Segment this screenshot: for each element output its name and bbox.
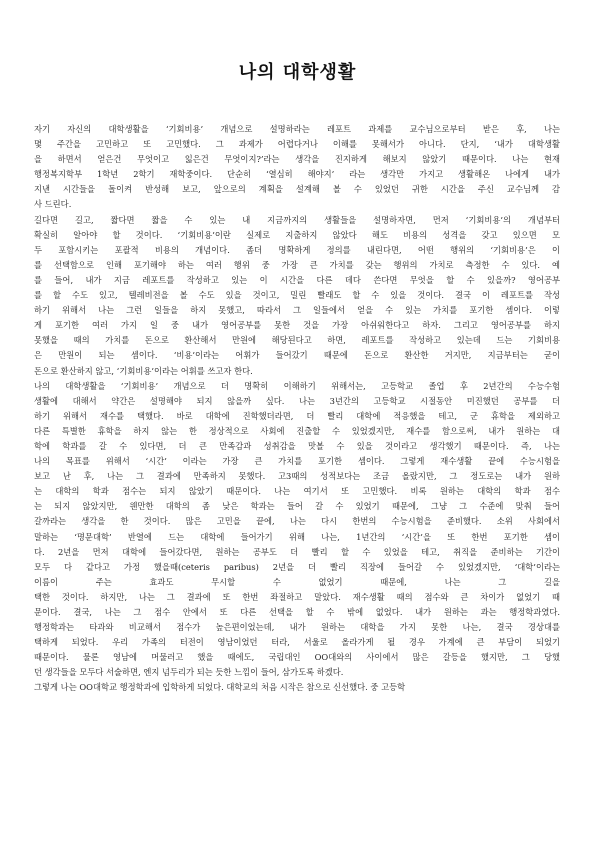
text-line: 행정학과는 타과와 비교해서 점수가 높은편이었는데, 내가 원하는 대학을 가지 못한 나는, 결국 경상대를 xyxy=(34,622,560,633)
text-line: 이름이 주는 효과도 무시할 수 없었기 때문에, 나는 그 길을 xyxy=(34,576,560,587)
text-line: 못했을 때의 가치를 돈으로 환산해서 만원에 해당된다고 하면, 레포트를 작성하고 있는데 드는 기회비용 xyxy=(34,335,560,346)
text-line: 지낸 시간들을 돌이켜 반성해 보고, 앞으로의 계획을 설계해 볼 수 있었던 귀한 시간을 주신 교수님께 감 xyxy=(34,184,560,195)
text-line: 를 들어, 내가 지금 레포트를 작성하고 있는 이 시간을 다른 데다 쓴다면 무엇을 할 수 있을까? 영어공부 xyxy=(34,274,560,285)
text-line: 택한 것이다. 하지만, 나는 그 결과에 또 한번 좌절하고 말았다. 재수생활 때의 점수와 큰 차이가 없었기 때 xyxy=(34,591,560,602)
text-line: 게 포기한 여러 가지 일 중 내가 영어공부를 못한 것을 가장 아쉬워한다고 하자. 그리고 영어공부를 하지 xyxy=(34,320,560,331)
text-line: 던 생각들을 모두다 서술하면, 엔지 넘두리가 되는 듯한 느낌이 들어, 삼가도록 하겠다. xyxy=(34,667,344,678)
text-line: 학에 학과를 갈 수 있다면, 더 큰 만족감과 성취감을 맛볼 수 있을 것이라고 생각했기 때문이다. 즉, 나는 xyxy=(34,440,560,451)
text-line: 를 선택함으로 인해 포기해야 하는 여러 행위 중 가장 큰 가치를 갖는 행위의 가치로 측정한 수 있다. 예 xyxy=(34,259,560,270)
text-line: 다. 2년을 먼저 대학에 들어갔다면, 원하는 공부도 더 빨리 할 수 있었을 테고, 취직을 준비하는 기간이 xyxy=(34,546,560,557)
text-line: 돈으로 환산하지 않고, ‘기회비용’이라는 어휘를 쓰고자 한다. xyxy=(34,365,253,376)
document-title: 나의 대학생활 xyxy=(238,62,357,83)
text-line: 모두 다 같다고 가정 했을때(ceteris paribus) 2년을 더 빨리 직장에 들어갈 수 있었겠지만, ‘대학’이라는 xyxy=(34,561,560,572)
text-line: 때문이다. 물론 영남에 머물러고 했을 때에도, 국립대인 OO대와의 사이에서 많은 갈등을 했지만, 그 당했 xyxy=(34,652,560,663)
text-line: 나의 목표를 위해서 ‘시간’ 이라는 가장 큰 가치를 포기한 셈이다. 그렇게 재수생활 끝에 수능시험을 xyxy=(34,456,560,467)
text-line: 확실히 알아야 할 것이다. ‘기회비용’이란 실제로 지출하지 않았다 해도 비용의 성격을 갖고 있으면 모 xyxy=(34,229,560,240)
text-line: 자기 자신의 대학생활을 ‘기회비용’ 개념으로 설명하라는 레포트 과제를 교수님으로부터 받은 후, 나는 xyxy=(34,124,560,134)
paragraph xyxy=(34,680,560,695)
text-line: 을 하면서 얻은건 무엇이고 잃은건 무엇이지?’라는 생각을 진지하게 해보지 않았기 때문이다. 나는 현재 xyxy=(34,154,560,165)
text-line: 생활에 대해서 약간은 설명해야 되지 않을까 싶다. 나는 3년간의 고등학교 시절동안 미진했던 공부를 더 xyxy=(34,395,560,406)
text-line: 하기 위해서 재수를 택했다. 바로 대학에 진학했더라면, 더 빨리 대학에 적응했을 테고, 군 휴학을 제외하고 xyxy=(34,410,560,421)
text-line: 사 드린다. xyxy=(34,199,72,210)
text-line: 는 대학의 학과 점수는 되지 않았기 때문이다. 나는 여기서 또 고민했다. 비록 원하는 대학의 학과 점수 xyxy=(34,486,560,497)
text-line: 다른 특별한 휴학을 하지 않는 한 정상적으로 사회에 진출할 수 있었겠지만, 재수를 함으로써, 내가 원하는 대 xyxy=(34,425,560,436)
document-body xyxy=(34,122,560,696)
text-line: 길다면 길고, 짧다면 짧을 수 있는 내 지금까지의 생활들을 설명하자면, 먼저 ‘기회비용’의 개념부터 xyxy=(34,214,560,225)
text-line: 두 포함시키는 포괄적 비용의 개념이다. 좀더 명확하게 정의를 내린다면, 어떤 행위의 ‘기회비용’은 이 xyxy=(34,244,560,255)
paragraph xyxy=(34,122,560,213)
text-line: 나의 대학생활을 ‘기회비용’ 개념으로 더 명확히 이해하기 위해서는, 고등학교 졸업 후 2년간의 수능수험 xyxy=(34,380,560,391)
text-line: 문이다. 결국, 나는 그 점수 안에서 또 다른 선택을 할 수 밖에 없었다. 내가 원하는 과는 행정학과였다. xyxy=(34,607,560,617)
text-line: 은 만원이 되는 셈이다. ‘비용’이라는 어휘가 들어갔기 때문에 돈으로 환산한 거지만, 지금부터는 굳이 xyxy=(34,350,560,361)
text-line: 말하는 ‘명문대학’ 반열에 드는 대학에 들어가기 위해 나는, 1년간의 ‘시간’을 또 한번 포기한 셈이 xyxy=(34,531,560,542)
text-line: 몇 주간을 고민하고 또 고민했다. 그 과제가 어렵다거나 이해를 못해서가 아니다. 단지, ‘내가 대학생활 xyxy=(34,139,560,150)
text-line: 택하게 되었다. 우리 가족의 터전이 영남이었던 터라, 서울로 올라가게 될 경우 가계에 큰 부담이 되었기 xyxy=(34,637,560,648)
paragraph xyxy=(34,213,560,379)
paragraph xyxy=(34,379,560,681)
text-line: 하기 위해서 나는 그런 일들을 하지 못했고, 따라서 그 일들에서 얻을 수 있는 가치를 포기한 셈이다. 이렇 xyxy=(34,305,560,316)
text-line: 행정복지학부 1학년 2학기 재학중이다. 단순히 ‘열심히 해야지’ 라는 생각만 가지고 생활해온 나에게 내가 xyxy=(34,169,560,180)
text-line: 보고 난 후, 나는 그 결과에 만족하지 못했다. 고3때의 성적보다는 조금 올랐지만, 그 정도로는 내가 원하 xyxy=(34,471,560,482)
text-line: 그렇게 나는 OO대학교 행정학과에 입학하게 되었다. 대학교의 처음 시작은 참으로 신선했다. 중 고등학 xyxy=(34,682,406,693)
text-line: 갈까라는 생각을 한 것이다. 많은 고민을 끝에, 나는 다시 한번의 수능시험을 준비했다. 소위 사회에서 xyxy=(34,516,560,527)
text-line: 를 할 수도 있고, 텔레비전을 볼 수도 있을 것이고, 밀린 빨래도 할 수 있을 것이다. 결국 이 레포트를 작성 xyxy=(34,290,560,301)
text-line: 는 되지 않았지만, 웬만한 대학의 좀 낮은 학과는 들어 갈 수 있었기 때문에, 그냥 그 수준에 맞춰 들어 xyxy=(34,501,560,512)
